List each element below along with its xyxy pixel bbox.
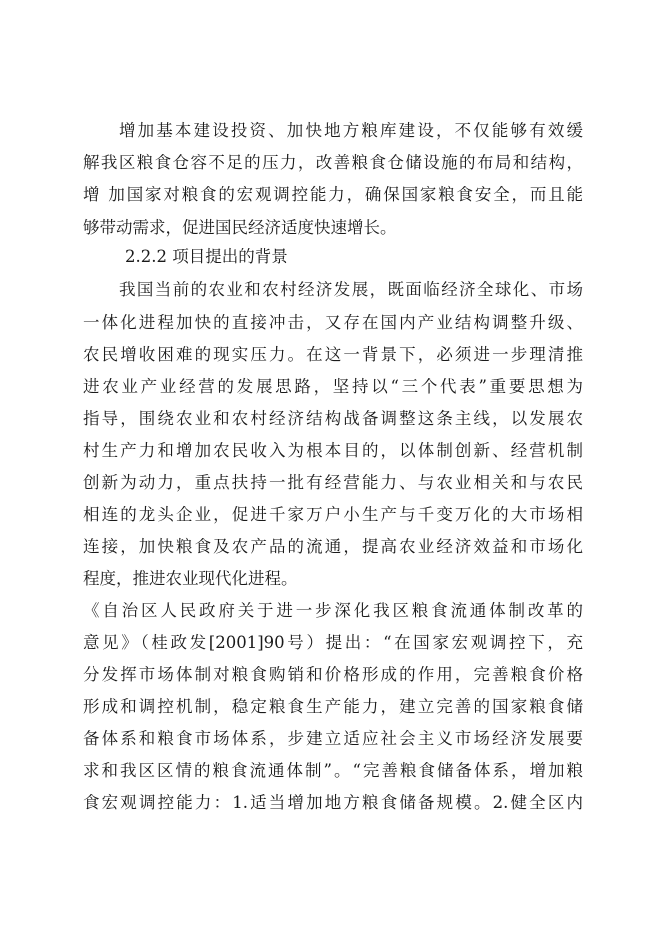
paragraph-2-line-8: 相连的龙头企业，促进千家万户小生产与千变万化的大市场相 [83,505,583,524]
paragraph-3-line-1: 《自治区人民政府关于进一步深化我区粮食流通体制改革的 [83,601,583,620]
paragraph-3-line-5: 备体系和粮食市场体系，步建立适应社会主义市场经济发展要 [83,729,583,748]
paragraph-2-line-7: 创新为动力，重点扶持一批有经营能力、与农业相关和与农民 [83,473,583,492]
paragraph-3-line-4: 形成和调控机制，稳定粮食生产能力，建立完善的国家粮食储 [83,697,583,716]
paragraph-2-line-3: 农民增收困难的现实压力。在这一背景下，必须进一步理清推 [83,345,583,364]
paragraph-2-line-5: 指导，围绕农业和农村经济结构战备调整这条主线，以发展农 [83,409,583,428]
paragraph-1-line-4: 够带动需求，促进国民经济适度快速增长。 [83,218,397,237]
section-heading: 2.2.2 项目提出的背景 [125,247,288,266]
paragraph-2-line-2: 一体化进程加快的直接冲击，又存在国内产业结构调整升级、 [83,313,583,332]
paragraph-3-line-7: 食宏观调控能力：1.适当增加地方粮食储备规模。2.健全区内 [83,793,583,812]
paragraph-3-line-2: 意见》（桂政发[2001]90号）提出：“在国家宏观调控下，充 [83,633,583,652]
paragraph-3-line-6: 求和我区区情的粮食流通体制”。“完善粮食储备体系，增加粮 [83,761,583,780]
paragraph-2-line-1: 我国当前的农业和农村经济发展，既面临经济全球化、市场 [119,280,583,299]
paragraph-1-line-1: 增加基本建设投资、加快地方粮库建设，不仅能够有效缓 [119,121,583,140]
paragraph-2-line-9: 连接，加快粮食及农产品的流通，提高农业经济效益和市场化 [83,537,583,556]
paragraph-1-line-3: 增 加国家对粮食的宏观调控能力，确保国家粮食安全，而且能 [83,185,583,204]
paragraph-2-line-6: 村生产力和增加农民收入为根本目的，以体制创新、经营机制 [83,441,583,460]
paragraph-1-line-2: 解我区粮食仓容不足的压力，改善粮食仓储设施的布局和结构， [83,153,583,172]
paragraph-3-line-3: 分发挥市场体制对粮食购销和价格形成的作用，完善粮食价格 [83,665,583,684]
paragraph-2-line-4: 进农业产业经营的发展思路，坚持以“三个代表”重要思想为 [83,377,583,396]
paragraph-2-line-10: 程度，推进农业现代化进程。 [83,569,298,588]
